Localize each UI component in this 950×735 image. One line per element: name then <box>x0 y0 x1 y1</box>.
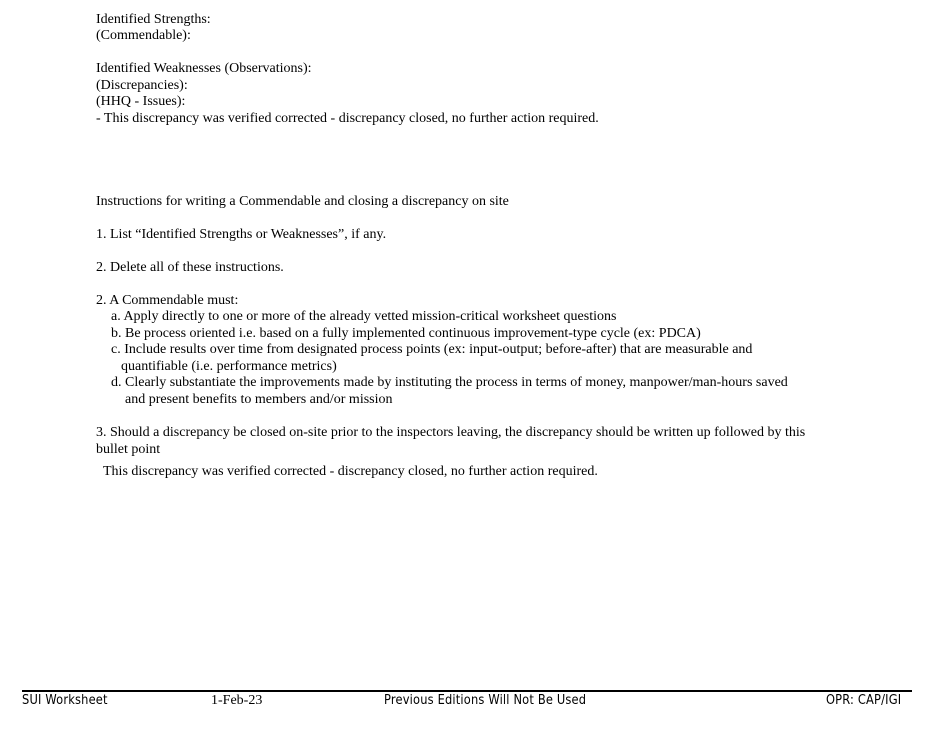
footer-opr: OPR: CAP/IGI <box>826 693 902 708</box>
discrepancy-closed-line: - This discrepancy was verified corrected - discrepancy closed, no further action required. <box>96 111 599 126</box>
hhq-issues-heading: (HHQ - Issues): <box>96 94 186 109</box>
discrepancies-heading: (Discrepancies): <box>96 78 188 93</box>
instructions-title: Instructions for writing a Commendable and closing a discrepancy on site <box>96 194 509 209</box>
footer-form-name: SUI Worksheet <box>22 693 108 708</box>
commendable-item-c: c. Include results over time from designated process points (ex: input-output; before-after) that are measurable and <box>111 342 753 357</box>
instruction-step-3-continued: bullet point <box>96 442 161 457</box>
footer-date: 1-Feb-23 <box>211 693 263 708</box>
footer-divider <box>22 690 912 692</box>
commendable-item-b: b. Be process oriented i.e. based on a fully implemented continuous improvement-type cycle (ex: PDCA) <box>111 326 701 341</box>
commendable-item-c-continued: quantifiable (i.e. performance metrics) <box>121 359 337 374</box>
closing-bullet-text: This discrepancy was verified corrected - discrepancy closed, no further action required. <box>103 464 598 479</box>
identified-strengths-heading: Identified Strengths: <box>96 12 211 27</box>
instruction-step-2-commendable: 2. A Commendable must: <box>96 293 239 308</box>
instruction-step-1: 1. List “Identified Strengths or Weaknesses”, if any. <box>96 227 387 242</box>
commendable-item-a: a. Apply directly to one or more of the already vetted mission-critical worksheet questions <box>111 309 617 324</box>
commendable-item-d: d. Clearly substantiate the improvements made by instituting the process in terms of money, manpower/man-hours saved <box>111 375 788 390</box>
instruction-step-3: 3. Should a discrepancy be closed on-site prior to the inspectors leaving, the discrepancy should be written up followed by this <box>96 425 806 440</box>
commendable-heading: (Commendable): <box>96 28 191 43</box>
instruction-step-2-delete: 2. Delete all of these instructions. <box>96 260 284 275</box>
identified-weaknesses-heading: Identified Weaknesses (Observations): <box>96 61 312 76</box>
commendable-item-d-continued: and present benefits to members and/or mission <box>125 392 393 407</box>
footer-editions-note: Previous Editions Will Not Be Used <box>384 693 587 708</box>
